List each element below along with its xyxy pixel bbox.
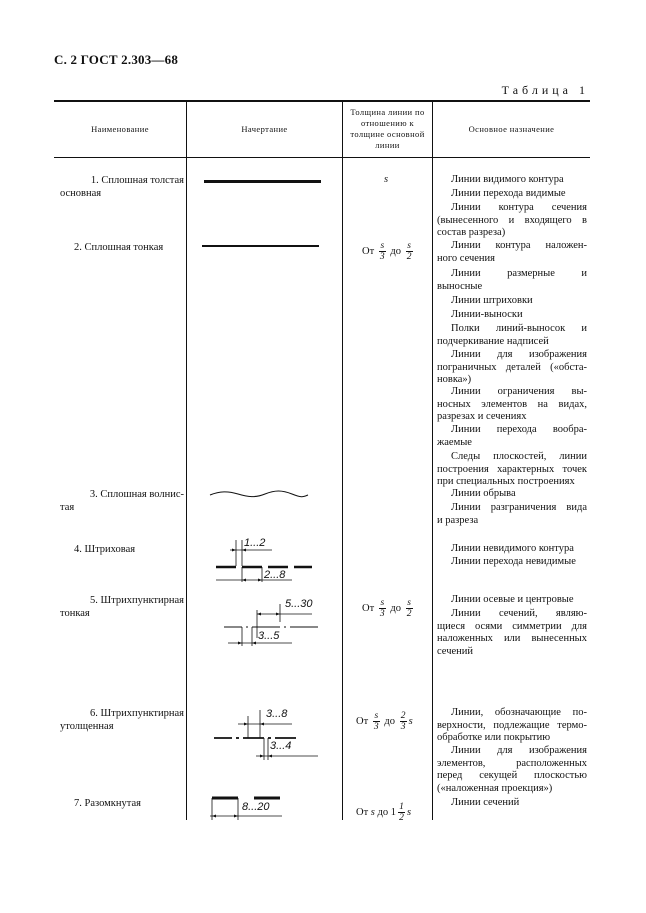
- row-5-dim-gap: 3...5: [258, 630, 280, 642]
- column-divider-3: [432, 100, 433, 820]
- row-5-thickness: От $\frac{s}{3}$ до $\frac{s}{2}$: [362, 598, 412, 619]
- column-header-purpose: Основное назначение: [468, 124, 555, 134]
- row-1-purpose-3: Линии контура сечения (вынесенного и входящего в состав разреза): [437, 202, 587, 238]
- row-2-purpose-6: Линии для изображения пограничных деталей («обста- новка»): [437, 349, 587, 385]
- row-2-name: 2. Сплошная тонкая: [74, 242, 164, 253]
- row-6-dim-dash-length: 3...8: [266, 708, 288, 720]
- row-3-name: 3. Сплошная волнис- тая: [60, 489, 184, 513]
- row-4-purpose-1: Линии невидимого контура: [451, 543, 574, 554]
- row-5-name: 5. Штрихпунктирная тонкая: [60, 595, 184, 619]
- row-5-purpose-1: Линии осевые и центровые: [451, 594, 574, 605]
- row-7-purpose-1: Линии сечений: [451, 797, 520, 808]
- table-top-rule: [54, 100, 590, 102]
- row-6-dim-gap: 3...4: [270, 740, 292, 752]
- table-header-rule: [54, 157, 590, 158]
- row-2-purpose-5: Полки линий-выносок и подчеркивание надписей: [437, 323, 587, 347]
- row-4-purpose-2: Линии перехода невидимые: [451, 556, 576, 567]
- row-6-purpose-2: Линии для изображения элементов, расположенных перед секущей плоскостью («наложенная проекция»): [437, 745, 587, 794]
- row-2-purpose-8: Линии перехода вообра- жаемые: [437, 424, 587, 448]
- row-1-solid-thick-line: [204, 180, 321, 183]
- row-4-dim-dash-gap: 1...2: [244, 537, 266, 549]
- row-6-purpose-1: Линии, обозначающие по- верхности, подлежащие термо- обработке или покрытию: [437, 707, 587, 743]
- row-2-purpose-2: Линии размерные и выносные: [437, 268, 587, 292]
- row-4-name: 4. Штриховая: [74, 544, 136, 555]
- row-3-purpose-2: Линии разграничения вида и разреза: [437, 502, 587, 526]
- row-1-thickness: s: [384, 174, 389, 185]
- row-2-purpose-1: Линии контура наложен- ного сечения: [437, 240, 587, 264]
- row-7-dim-stroke-length: 8...20: [242, 801, 270, 813]
- table-caption: Таблица 1: [501, 83, 589, 97]
- row-7-thickness: От s до 1 $\frac{1}{2}$ s: [356, 802, 412, 823]
- row-2-thickness: От $\frac{s}{3}$ до $\frac{s}{2}$: [362, 241, 412, 262]
- row-6-name: 6. Штрихпунктирная утолщенная: [60, 708, 184, 732]
- column-header-thickness: Толщина линии по отношению к толщине основной линии: [350, 107, 425, 150]
- row-1-name: 1. Сплошная толстая основная: [60, 175, 184, 199]
- row-2-purpose-4: Линии-выноски: [451, 309, 523, 320]
- row-3-wavy-line: [210, 488, 310, 502]
- column-divider-1: [186, 100, 187, 820]
- row-2-solid-thin-line: [202, 245, 319, 247]
- row-1-purpose-2: Линии перехода видимые: [451, 188, 566, 199]
- row-2-purpose-7: Линии ограничения вы- носных элементов на видах, разрезах и сечениях: [437, 386, 587, 422]
- page-header: С. 2 ГОСТ 2.303—68: [54, 52, 179, 67]
- column-header-name: Наименование: [91, 124, 149, 134]
- row-4-dim-dash-length: 2...8: [264, 569, 286, 581]
- column-header-drawing: Начертание: [241, 124, 288, 134]
- row-1-purpose-1: Линии видимого контура: [451, 174, 564, 185]
- row-5-purpose-2: Линии сечений, являю- щиеся осями симметрии для наложенных или вынесенных сечений: [437, 608, 587, 657]
- row-2-purpose-3: Линии штриховки: [451, 295, 533, 306]
- row-7-name: 7. Разомкнутая: [74, 798, 141, 809]
- row-3-purpose-1: Линии обрыва: [451, 488, 516, 499]
- column-divider-2: [342, 100, 343, 820]
- row-2-purpose-9: Следы плоскостей, линии построения характерных точек при специальных построениях: [437, 451, 587, 487]
- row-5-dim-dash-length: 5...30: [285, 598, 313, 610]
- row-6-thickness: От $\frac{s}{3}$ до $\frac{2}{3}$ s: [356, 711, 413, 732]
